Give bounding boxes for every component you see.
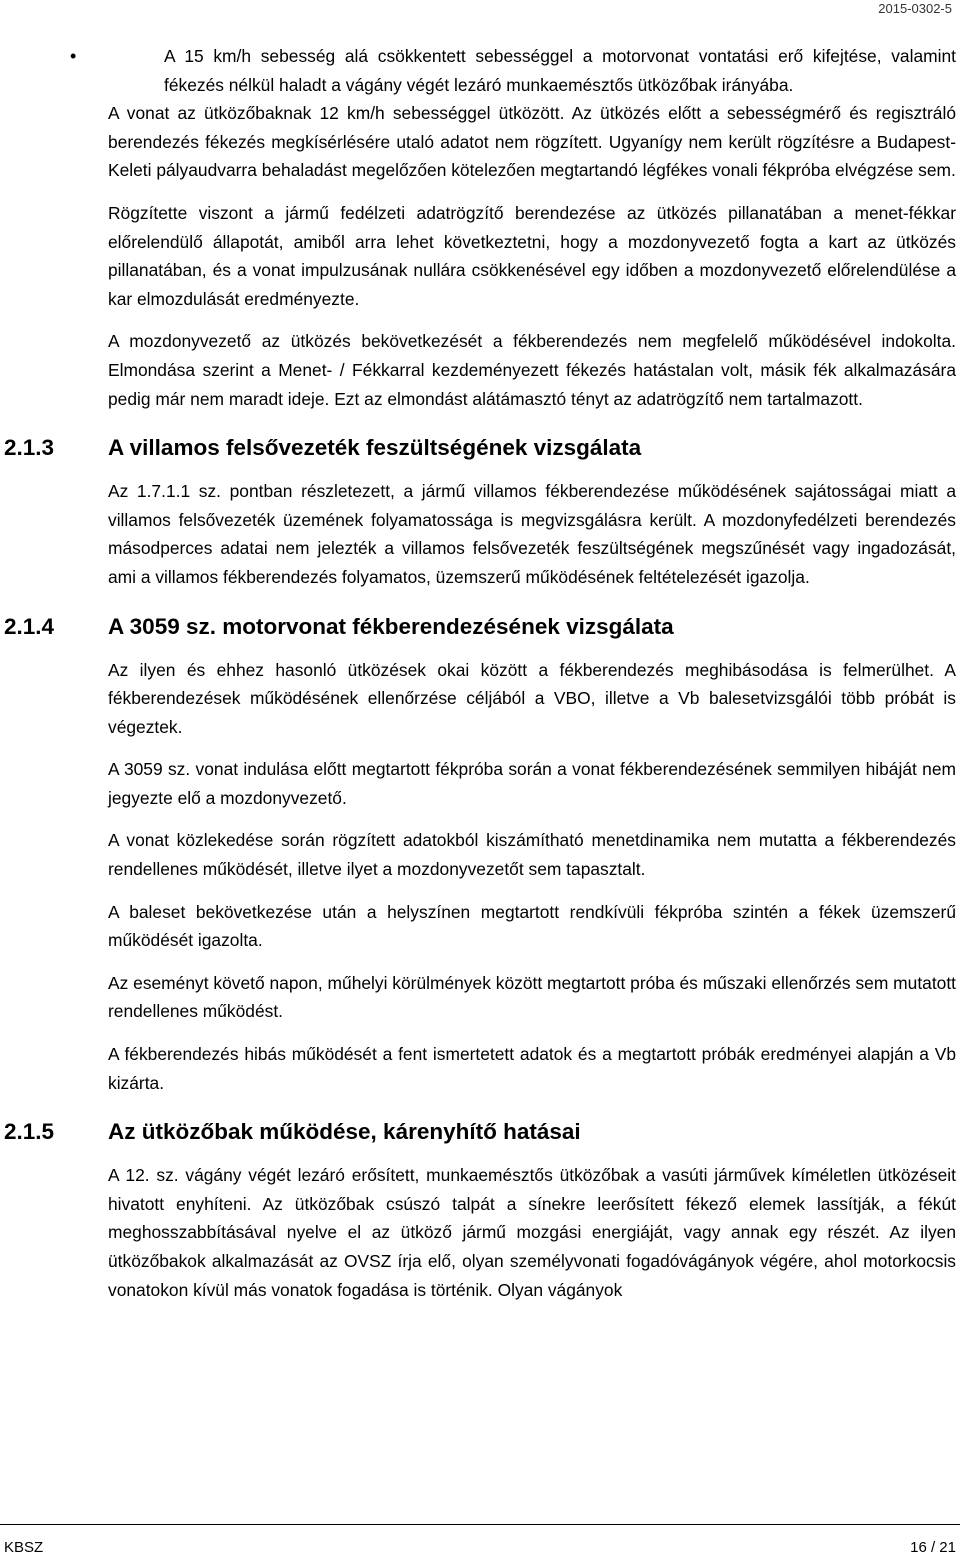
bullet-text: A 15 km/h sebesség alá csökkentett sebességgel a motorvonat vontatási erő kifejtése, valamint fékezés nélkül haladt a vágány végét lezáró munkaemésztős ütközőbak irányába.	[164, 46, 956, 95]
section-title: A villamos felsővezeték feszültségének vizsgálata	[108, 435, 642, 461]
section-number: 2.1.3	[4, 435, 55, 461]
paragraph: A baleset bekövetkezése után a helyszínen megtartott rendkívüli fékpróba szintén a fékek üzemszerű működését igazolta.	[108, 901, 956, 951]
section-heading-2-1-5	[4, 1117, 956, 1147]
footer-organization: KBSZ	[4, 1539, 44, 1556]
section-number: 2.1.5	[4, 1119, 55, 1145]
section-heading-2-1-4	[4, 612, 956, 642]
paragraph: Rögzítette viszont a jármű fedélzeti adatrögzítő berendezése az ütközés pillanatában a menet-fékkar előrelendülő állapotát, amiből arra lehet következtetni, hogy a mozdonyvezető fogta a kart az ütközés pillanatában, és a vonat impulzusának nullára csökkenésével egy időben a mozdonyvezető előrelendülése a kar elmozdulását eredményezte.	[108, 202, 956, 309]
bullet-icon: •	[70, 46, 77, 66]
page-content	[4, 42, 956, 1318]
bullet-item	[70, 42, 956, 99]
paragraph: A 3059 sz. vonat indulása előtt megtartott fékpróba során a vonat fékberendezésének semmilyen hibáját nem jegyezte elő a mozdonyvezető.	[108, 759, 956, 808]
paragraph: Az ilyen és ehhez hasonló ütközések okai között a fékberendezés meghibásodása is felmerülhet. A fékberendezések működésének ellenőrzése céljából a VBO, illetve a Vb balesetvizsgálói több próbát is végeztek.	[108, 659, 956, 737]
section-title: Az ütközőbak működése, kárenyhítő hatásai	[108, 1119, 581, 1145]
paragraph: Az 1.7.1.1 sz. pontban részletezett, a jármű villamos fékberendezése működésének sajátosságai miatt a villamos felsővezeték üzemének folyamatossága is megvizsgálásra került. A mozdonyfedélzeti berendezés másodperces adatai nem jelezték a villamos felsővezeték feszültségének megszűnését vagy ingadozását, ami a villamos fékberendezés folyamatos, üzemszerű működésének feltételezését igazolja.	[108, 481, 956, 587]
page-number: 16 / 21	[910, 1539, 956, 1556]
paragraph: A 12. sz. vágány végét lezáró erősített, munkaemésztős ütközőbak a vasúti járművek kíméletlen ütközéseit hivatott enyhíteni. Az ütközőbak csúszó talpát a sínekre leerősített fékező elemek lassítják, a fékút meghosszabbításával nyelve el az ütköző jármű mozgási energiáját, vagy annak egy részét. Az ilyen ütközőbakok alkalmazását az OVSZ írja elő, olyan személyvonati fogadóvágányok végére, ahol motorkocsis vonatokon kívül más vonatok fogadása is történik. Olyan vágányok	[108, 1165, 956, 1300]
page-footer	[0, 1524, 960, 1561]
document-id: 2015-0302-5	[878, 1, 952, 16]
paragraph: A vonat közlekedése során rögzített adatokból kiszámítható menetdinamika nem mutatta a fékberendezés rendellenes működését, illetve ilyet a mozdonyvezetőt sem tapasztalt.	[108, 830, 956, 880]
section-number: 2.1.4	[4, 613, 55, 639]
paragraph: A vonat az ütközőbaknak 12 km/h sebességgel ütközött. Az ütközés előtt a sebességmérő és regisztráló berendezés fékezés megkísérlésére utaló adatot nem rögzített. Ugyanígy nem került rögzítésre a Budapest-Keleti pályaudvarra behaladást megelőzően kötelezően megtartandó légfékes vonali fékpróba elvégzése sem.	[108, 103, 956, 181]
section-heading-2-1-3	[4, 433, 956, 463]
paragraph: A fékberendezés hibás működését a fent ismertetett adatok és a megtartott próbák eredményei alapján a Vb kizárta.	[108, 1044, 956, 1093]
paragraph: A mozdonyvezető az ütközés bekövetkezését a fékberendezés nem megfelelő működésével indokolta. Elmondása szerint a Menet- / Fékkarral kezdeményezett fékezés hatástalan volt, másik fék alkalmazására pedig már nem maradt ideje. Ezt az elmondást alátámasztó tényt az adatrögzítő nem tartalmazott.	[108, 331, 956, 409]
paragraph: Az eseményt követő napon, műhelyi körülmények között megtartott próba és műszaki ellenőrzés sem mutatott rendellenes működést.	[108, 972, 956, 1022]
section-title: A 3059 sz. motorvonat fékberendezésének vizsgálata	[108, 613, 674, 639]
